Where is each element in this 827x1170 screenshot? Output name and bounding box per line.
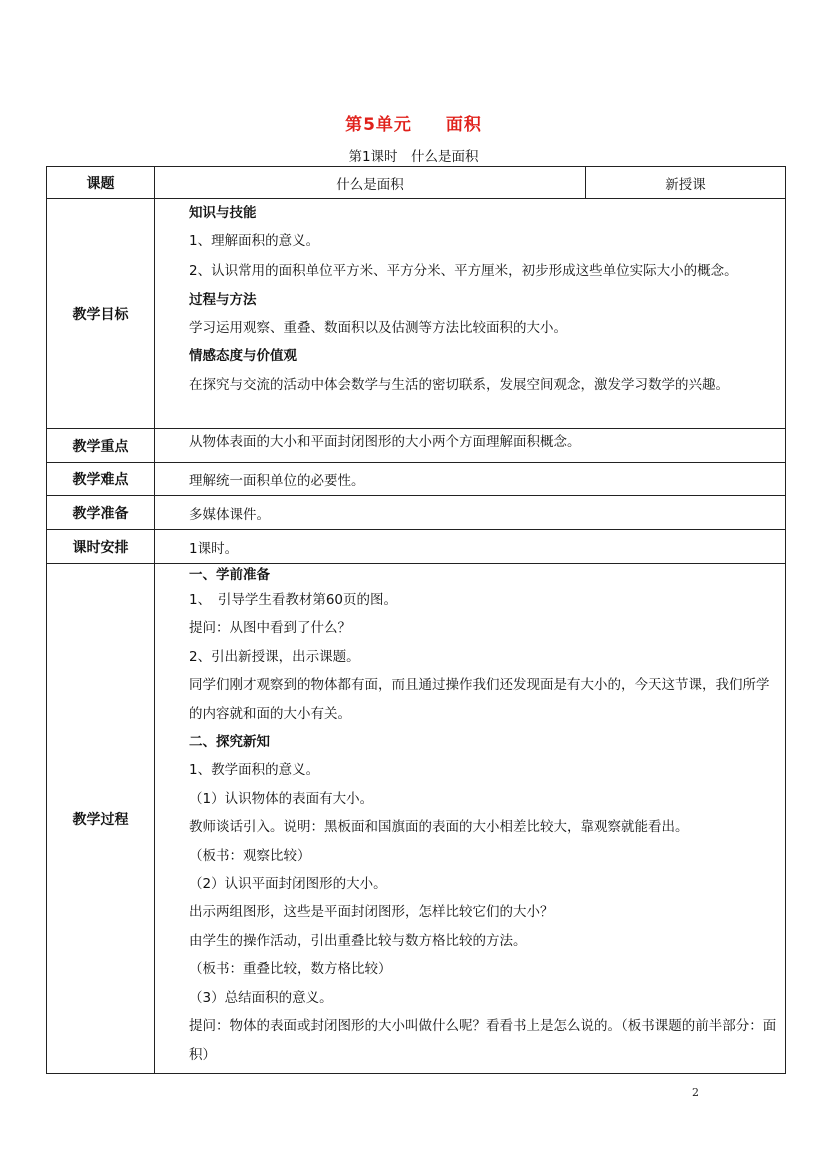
process-line: （板书：重叠比较，数方格比较） <box>189 961 392 978</box>
schedule-label: 课时安排 <box>47 530 155 564</box>
difficulty-row <box>47 463 786 496</box>
objectives-content <box>155 199 786 429</box>
objective-line: 2、认识常用的面积单位平方米、平方分米、平方厘米，初步形成这些单位实际大小的概念。 <box>189 263 738 279</box>
schedule-value: 1课时。 <box>155 530 786 564</box>
process-label: 教学过程 <box>47 564 155 1074</box>
process-line: 教师谈话引入。说明：黑板面和国旗面的表面的大小相差比较大，靠观察就能看出。 <box>189 819 689 836</box>
objective-line: 1、理解面积的意义。 <box>189 233 320 249</box>
objective-heading: 知识与技能 <box>189 205 257 221</box>
process-line: （板书：观察比较） <box>189 847 311 864</box>
objective-heading: 过程与方法 <box>189 292 257 308</box>
difficulty-value: 理解统一面积单位的必要性。 <box>155 463 786 496</box>
topic-label: 课题 <box>47 167 155 199</box>
process-line: 由学生的操作活动，引出重叠比较与数方格比较的方法。 <box>189 932 527 949</box>
process-line: （1）认识物体的表面有大小。 <box>189 790 374 807</box>
objectives-row <box>47 199 786 429</box>
lesson-title: 第1课时 什么是面积 <box>348 149 479 165</box>
schedule-row <box>47 530 786 564</box>
process-line: 2、引出新授课，出示课题。 <box>189 648 360 665</box>
objectives-label: 教学目标 <box>47 199 155 429</box>
process-line: （2）认识平面封闭图形的大小。 <box>189 876 387 893</box>
topic-value: 什么是面积 <box>155 167 586 199</box>
process-line: 1、教学面积的意义。 <box>189 762 320 779</box>
process-line: 提问：从图中看到了什么？ <box>189 620 351 637</box>
process-heading: 二、探究新知 <box>189 734 270 751</box>
objective-line: 在探究与交流的活动中体会数学与生活的密切联系，发展空间观念，激发学习数学的兴趣。 <box>189 377 729 393</box>
process-row <box>47 564 786 1074</box>
process-line: 出示两组图形，这些是平面封闭图形，怎样比较它们的大小？ <box>189 904 554 921</box>
objective-heading: 情感态度与价值观 <box>189 348 297 364</box>
process-line: （3）总结面积的意义。 <box>189 989 333 1006</box>
key-point-label: 教学重点 <box>47 429 155 463</box>
process-line: 提问：物体的表面或封闭图形的大小叫做什么呢？看看书上是怎么说的。（板书课题的前半部分：面积） <box>189 1018 777 1063</box>
key-point-value: 从物体表面的大小和平面封闭图形的大小两个方面理解面积概念。 <box>155 429 786 463</box>
preparation-row <box>47 496 786 530</box>
page-number: 2 <box>692 1086 699 1099</box>
topic-row <box>47 167 786 199</box>
lesson-plan-table <box>46 166 786 1074</box>
objective-line: 学习运用观察、重叠、数面积以及估测等方法比较面积的大小。 <box>189 320 567 336</box>
difficulty-label: 教学难点 <box>47 463 155 496</box>
preparation-label: 教学准备 <box>47 496 155 530</box>
lesson-type: 新授课 <box>586 167 786 199</box>
process-content <box>155 564 786 1074</box>
unit-name: 面积 <box>445 115 482 135</box>
process-line: 1、 引导学生看教材第60页的图。 <box>189 592 398 608</box>
process-heading: 一、学前准备 <box>189 567 270 583</box>
unit-title <box>0 110 827 135</box>
key-point-row <box>47 429 786 463</box>
preparation-value: 多媒体课件。 <box>155 496 786 530</box>
process-line: 同学们刚才观察到的物体都有面，而且通过操作我们还发现面是有大小的，今天这节课，我们所学的内容就和面的大小有关。 <box>189 677 770 722</box>
unit-number: 第5单元 <box>345 115 412 135</box>
